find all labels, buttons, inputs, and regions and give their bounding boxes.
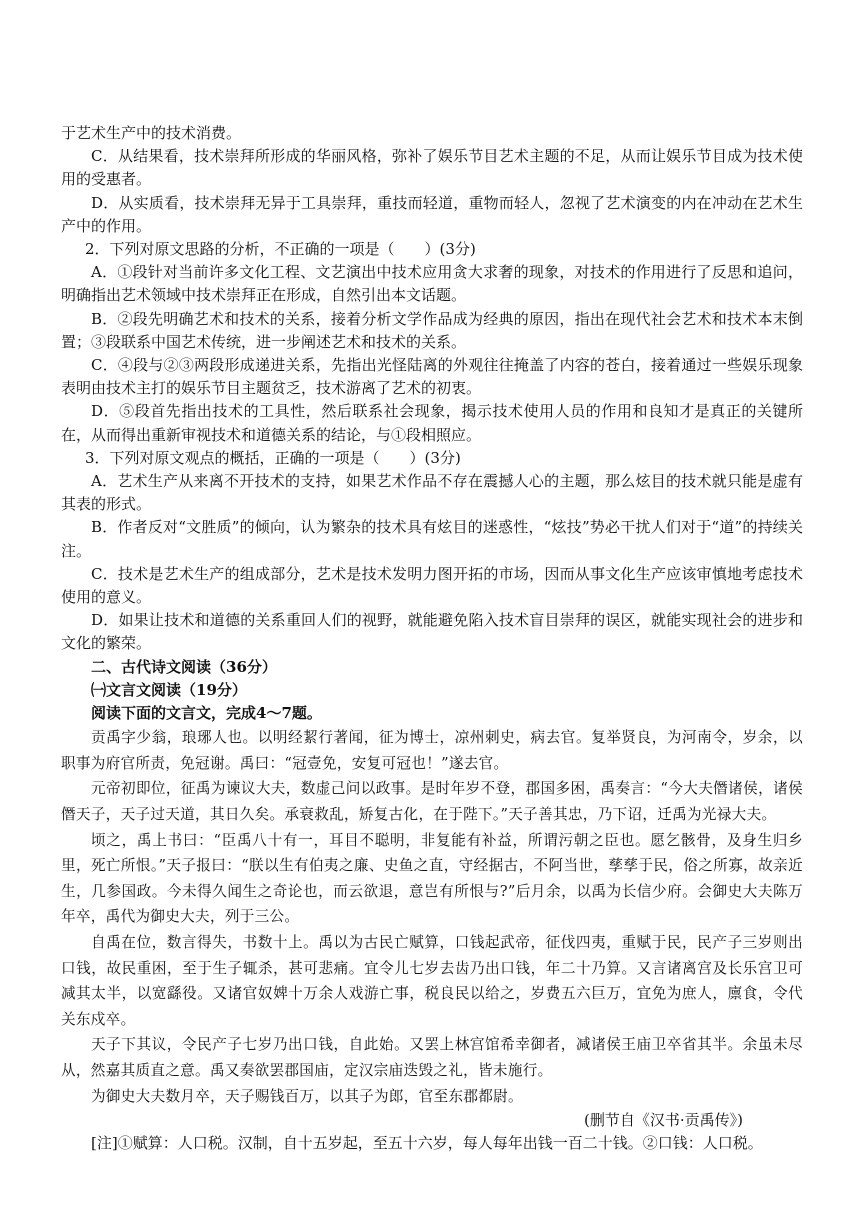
q3-option-c: C．技术是艺术生产的组成部分，艺术是技术发明力图开拓的市场，因而从事文化生产应该审慎地考虑技术使用的意义。 bbox=[61, 564, 803, 607]
classical-paragraph-6: 为御史大夫数月卒，天子赐钱百万，以其子为郎，官至东郡都尉。 bbox=[91, 1087, 523, 1105]
document-page bbox=[61, 122, 803, 1155]
q1-option-c: C．从结果看，技术崇拜所形成的华丽风格，弥补了娱乐节目艺术主题的不足，从而让娱乐节目成为技术使用的受惠者。 bbox=[61, 147, 803, 189]
classical-paragraph-5: 天子下其议，令民产子七岁乃出口钱，自此始。又罢上林宫馆希幸御者，减诸侯王庙卫卒省其半。余虽未尽从，然嘉其质直之意。禹又奏欲罢郡国庙，定汉宗庙迭毁之礼，皆未施行。 bbox=[61, 1036, 803, 1079]
q3-option-d: D．如果让技术和道德的关系重回人们的视野，就能避免陷入技术盲目崇拜的误区，就能实现社会的进步和文化的繁荣。 bbox=[61, 611, 803, 653]
q3-option-a: A．艺术生产从来离不开技术的支持，如果艺术作品不存在震撼人心的主题，那么炫目的技术就只能是虚有其表的形式。 bbox=[61, 472, 803, 514]
annotation-note: [注]①赋算：人口税。汉制，自十五岁起，至五十六岁，每人每年出钱一百二十钱。②口钱：人口税。 bbox=[91, 1134, 763, 1153]
q2-option-b: B．②段先明确艺术和技术的关系，接着分析文学作品成为经典的原因，指出在现代社会艺术和技术本末倒置；③段联系中国艺术传统，进一步阐述艺术和技术的关系。 bbox=[61, 309, 803, 351]
classical-paragraph-3: 顷之，禹上书曰：“臣禹八十有一，耳目不聪明，非复能有补益，所谓污朝之臣也。愿乞骸骨，及身生归乡里，死亡所恨。”天子报曰：“朕以生有伯夷之廉、史鱼之直，守经据古，不阿当世，孳孳于民，俗之所寡，故亲近生，几参国政。今未得久闻生之奇论也，而云欲退，意岂有所恨与?”后月余，以禹为长信少府。会御史大夫陈万年卒，禹代为御史大夫，列于三公。 bbox=[61, 831, 803, 926]
question-2: 2．下列对原文思路的分析，不正确的一项是（ ）(3分) bbox=[85, 240, 476, 259]
source-citation: (删节自《汉书·贡禹传》) bbox=[584, 1111, 743, 1130]
text-line: 于艺术生产中的技术消费。 bbox=[61, 124, 242, 142]
q2-option-a: A．①段针对当前许多文化工程、文艺演出中技术应用贪大求奢的现象，对技术的作用进行了反思和追问，明确指出艺术领域中技术崇拜正在形成，自然引出本文话题。 bbox=[61, 263, 803, 305]
classical-paragraph-2: 元帝初即位，征禹为谏议大夫，数虚己问以政事。是时年岁不登，郡国多困，禹奏言：“今大夫僭诸侯，诸侯僭天子，天子过天道，其日久矣。承衰救乱，矫复古化，在于陛下。”天子善其忠，乃下诏，迁禹为光禄大夫。 bbox=[61, 780, 803, 824]
question-3: 3．下列对原文观点的概括，正确的一项是（ ）(3分) bbox=[85, 448, 461, 467]
section-heading: 二、古代诗文阅读（36分） bbox=[91, 657, 277, 676]
classical-paragraph-4: 自禹在位，数言得失，书数十上。禹以为古民亡赋算，口钱起武帝，征伐四夷，重赋于民，民产子三岁则出口钱，故民重困，至于生子辄杀，甚可悲痛。宜令儿七岁去齿乃出口钱，年二十乃算。又言诸离宫及长乐宫卫可减其太半，以宽繇役。又诸官奴婢十万余人戏游亡事，税良民以给之，岁费五六巨万，宜免为庶人，廪食，令代关东戍卒。 bbox=[61, 934, 803, 1028]
classical-paragraph-1: 贡禹字少翁，琅琊人也。以明经絜行著闻，征为博士，凉州刺史，病去官。复举贤良，为河南令，岁余，以职事为府官所责，免冠谢。禹曰：“冠壹免，安复可冠也！”遂去官。 bbox=[61, 729, 803, 772]
subsection-heading: ㈠文言文阅读（19分） bbox=[91, 680, 247, 699]
q1-option-d: D．从实质看，技术崇拜无异于工具崇拜，重技而轻道，重物而轻人，忽视了艺术演变的内在冲动在艺术生产中的作用。 bbox=[61, 193, 803, 235]
q2-option-d: D．⑤段首先指出技术的工具性，然后联系社会现象，揭示技术使用人员的作用和良知才是真正的关键所在，从而得出重新审视技术和道德关系的结论，与①段相照应。 bbox=[61, 402, 803, 444]
q2-option-c: C．④段与②③两段形成递进关系，先指出光怪陆离的外观往往掩盖了内容的苍白，接着通过一些娱乐现象表明由技术主打的娱乐节目主题贫乏，技术游离了艺术的初衷。 bbox=[61, 356, 803, 398]
q3-option-b: B．作者反对“文胜质”的倾向，认为繁杂的技术具有炫目的迷惑性，“炫技”势必干扰人们对于“道”的持续关注。 bbox=[61, 518, 803, 560]
instruction: 阅读下面的文言文，完成4～7题。 bbox=[91, 704, 322, 723]
